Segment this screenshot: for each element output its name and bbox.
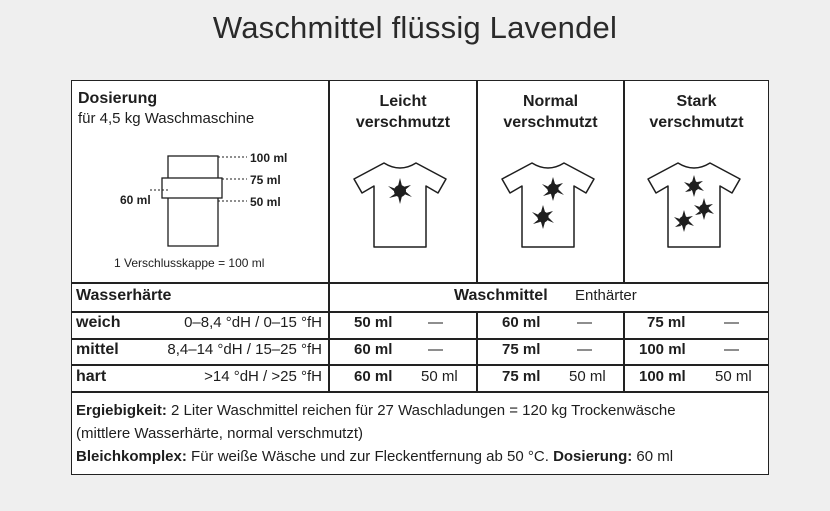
dosage-table (71, 80, 769, 475)
page-title: Waschmittel flüssig Lavendel (212, 10, 618, 45)
soil-level-normal-label: Normal verschmutzt (503, 93, 598, 131)
detergent-header: Waschmittel (454, 287, 548, 304)
dosage-subheading: für 4,5 kg Waschmaschine (78, 110, 255, 127)
yield-line (76, 402, 676, 419)
cap-mark-50: 50 ml (250, 195, 281, 209)
row-mittel-name: mittel (76, 341, 119, 358)
row-weich-normal-softener: — (577, 314, 592, 331)
divider (72, 311, 768, 313)
yield-note: (mittlere Wasserhärte, normal verschmutzt) (76, 425, 364, 442)
dosage-heading: Dosierung (78, 90, 158, 107)
divider (72, 364, 768, 366)
row-hart-range: >14 °dH / >25 °fH (204, 368, 322, 385)
cap-note: 1 Verschlusskappe = 100 ml (114, 256, 265, 270)
bleach-line (76, 448, 673, 465)
row-hart-heavy-softener: 50 ml (715, 368, 752, 385)
row-mittel-heavy-softener: — (724, 341, 739, 358)
row-weich-heavy-detergent: 75 ml (647, 314, 686, 331)
row-weich-name: weich (76, 314, 121, 331)
cap-mark-75: 75 ml (250, 173, 281, 187)
tshirt-three-stains-icon (644, 159, 744, 251)
row-mittel-light-softener: — (428, 341, 443, 358)
row-hart-name: hart (76, 368, 107, 385)
row-weich-range: 0–8,4 °dH / 0–15 °fH (184, 314, 322, 331)
tshirt-one-stain-icon (350, 159, 450, 251)
soil-level-heavy-label: Stark verschmutzt (649, 93, 744, 131)
divider (72, 338, 768, 340)
row-weich-light-detergent: 50 ml (354, 314, 393, 331)
divider (72, 391, 768, 393)
row-hart-normal-detergent: 75 ml (502, 368, 541, 385)
row-mittel-heavy-detergent: 100 ml (639, 341, 686, 358)
row-weich-normal-detergent: 60 ml (502, 314, 541, 331)
yield-label: Ergiebigkeit: (76, 402, 167, 419)
measuring-cap-icon (72, 141, 328, 271)
bleach-label: Bleichkomplex: (76, 448, 187, 465)
row-mittel-normal-detergent: 75 ml (502, 341, 541, 358)
divider (476, 312, 478, 392)
row-mittel-normal-softener: — (577, 341, 592, 358)
row-hart-light-softener: 50 ml (421, 368, 458, 385)
row-hart-normal-softener: 50 ml (569, 368, 606, 385)
softener-header: Enthärter (575, 287, 637, 304)
bleach-dose-label: Dosierung: (553, 448, 633, 465)
row-hart-light-detergent: 60 ml (354, 368, 393, 385)
row-mittel-range: 8,4–14 °dH / 15–25 °fH (167, 341, 322, 358)
row-weich-light-softener: — (428, 314, 443, 331)
row-weich-heavy-softener: — (724, 314, 739, 331)
yield-text: 2 Liter Waschmittel reichen für 27 Waschladungen = 120 kg Trockenwäsche (171, 402, 676, 419)
bleach-dose-value: 60 ml (636, 448, 674, 465)
tshirt-two-stains-icon (498, 159, 598, 251)
cap-mark-100: 100 ml (250, 151, 288, 165)
cap-mark-60: 60 ml (120, 193, 151, 207)
divider (72, 282, 768, 284)
divider (623, 312, 625, 392)
soil-level-light-label: Leicht verschmutzt (355, 93, 451, 131)
row-mittel-light-detergent: 60 ml (354, 341, 393, 358)
row-hart-heavy-detergent: 100 ml (639, 368, 686, 385)
hardness-header: Wasserhärte (76, 287, 172, 304)
bleach-text: Für weiße Wäsche und zur Fleckentfernung ab 50 °C. (191, 448, 549, 465)
